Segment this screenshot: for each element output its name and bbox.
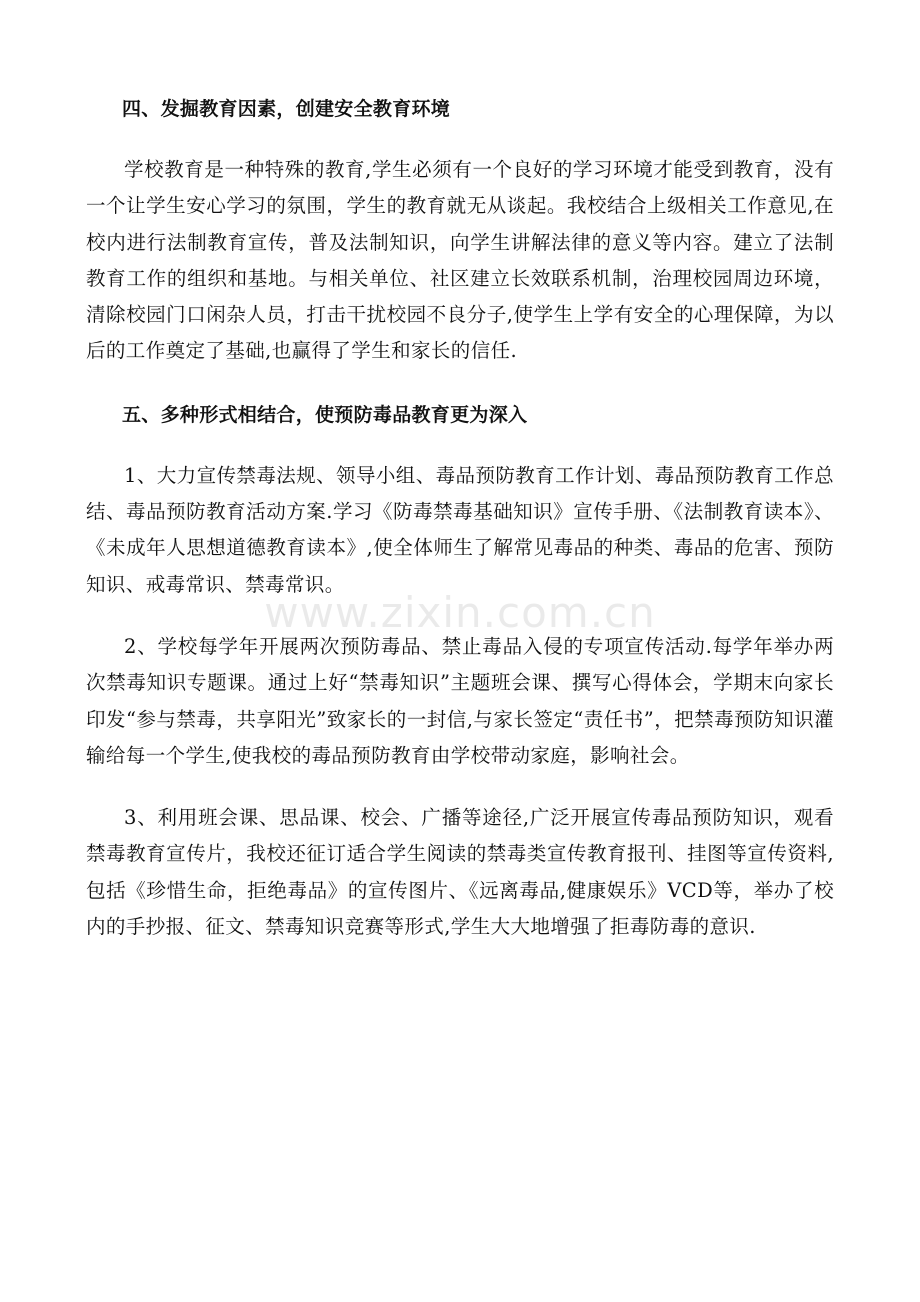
section-4-paragraph: 学校教育是一种特殊的教育,学生必须有一个良好的学习环境才能受到教育，没有一个让学生安心学习的氛围，学生的教育就无从谈起。我校结合上级相关工作意见,在校内进行法制教育宣传，普及法制知识，向学生讲解法律的意义等内容。建立了法制教育工作的组织和基地。与相关单位、社区建立长效联系机制，治理校园周边环境，清除校园门口闲杂人员，打击干扰校园不良分子,使学生上学有安全的心理保障，为以后的工作奠定了基础,也赢得了学生和家长的信任. (86, 158, 834, 363)
section-heading-4: 四、发掘教育因素，创建安全教育环境 (122, 98, 451, 120)
watermark: www.zixin.com.cn (264, 588, 656, 637)
section-5-paragraph-2: 2、学校每学年开展两次预防毒品、禁止毒品入侵的专项宣传活动.每学年举办两次禁毒知识专题课。通过上好“禁毒知识”主题班会课、撰写心得体会，学期末向家长印发“参与禁毒，共享阳光”致家长的一封信,与家长签定“责任书”，把禁毒预防知识灌输给每一个学生,使我校的毒品预防教育由学校带动家庭，影响社会。 (86, 634, 834, 767)
section-heading-5: 五、多种形式相结合，使预防毒品教育更为深入 (122, 403, 528, 426)
document-page (86, 92, 834, 945)
section-5-paragraph-3: 3、利用班会课、思品课、校会、广播等途径,广泛开展宣传毒品预防知识，观看禁毒教育宣传片，我校还征订适合学生阅读的禁毒类宣传教育报刊、挂图等宣传资料,包括《珍惜生命，拒绝毒品》的宣传图片、《远离毒品,健康娱乐》VCD等，举办了校内的手抄报、征文、禁毒知识竞赛等形式,学生大大地增强了拒毒防毒的意识. (86, 806, 834, 939)
section-5-paragraph-1: 1、大力宣传禁毒法规、领导小组、毒品预防教育工作计划、毒品预防教育工作总结、毒品预防教育活动方案.学习《防毒禁毒基础知识》宣传手册、《法制教育读本》、《未成年人思想道德教育读本》,使全体师生了解常见毒品的种类、毒品的危害、预防知识、戒毒常识、禁毒常识。 (86, 463, 834, 596)
